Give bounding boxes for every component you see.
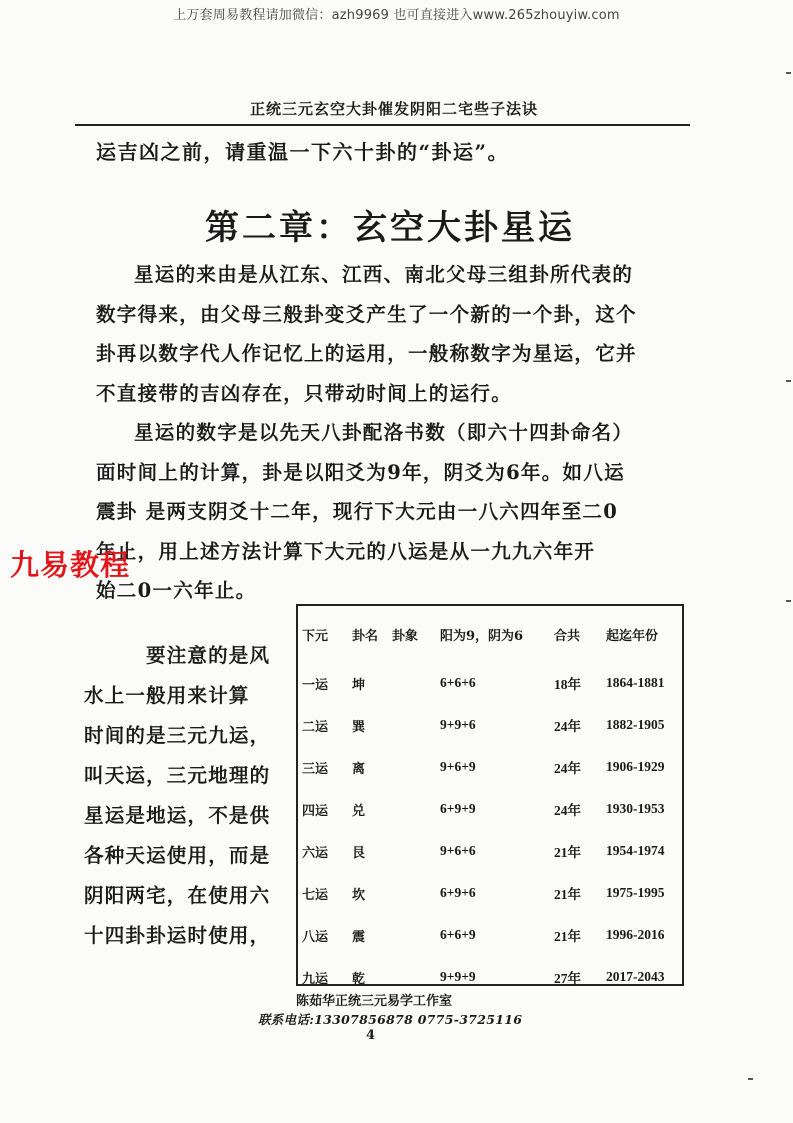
table-cell: 兑 bbox=[352, 803, 366, 819]
table-cell bbox=[388, 662, 436, 704]
table-cell: 21年 bbox=[554, 845, 581, 860]
scan-edge-mark bbox=[748, 1078, 753, 1080]
col-header: 合共 bbox=[554, 628, 581, 644]
table-row bbox=[298, 788, 682, 830]
table-row bbox=[298, 746, 682, 788]
table-cell: 六运 bbox=[302, 845, 329, 861]
table-cell: 艮 bbox=[352, 845, 366, 861]
side-text-line: 叫天运，三元地理的 bbox=[84, 764, 271, 787]
table-cell: 九运 bbox=[302, 971, 329, 987]
top-watermark: 上万套周易教程请加微信：azh9969 也可直接进入www.265zhouyiw.com bbox=[173, 8, 620, 23]
table-cell: 七运 bbox=[302, 887, 329, 903]
table-cell: 四运 bbox=[302, 803, 329, 819]
table-header-row bbox=[298, 606, 682, 662]
table-row bbox=[298, 704, 682, 746]
table-cell: 震 bbox=[352, 929, 366, 945]
table-row bbox=[298, 662, 682, 704]
table-cell: 离 bbox=[352, 761, 366, 777]
footer-studio: 陈茹华正统三元易学工作室 bbox=[296, 994, 453, 1009]
running-head: 正统三元玄空大卦催发阴阳二宅些子法诀 bbox=[250, 100, 539, 118]
table-cell: 6+9+6 bbox=[440, 885, 476, 900]
table-cell: 2017-2043 bbox=[606, 969, 665, 984]
side-text bbox=[84, 636, 294, 956]
table-cell: 9+9+6 bbox=[440, 717, 476, 732]
paragraph-line: 卦再以数字代人作记忆上的运用，一般称数字为星运，它并 bbox=[96, 342, 637, 365]
table-cell bbox=[388, 914, 436, 956]
intro-line: 运吉凶之前，请重温一下六十卦的“卦运”。 bbox=[96, 140, 510, 164]
col-header: 下元 bbox=[302, 628, 329, 644]
table-cell: 6+6+6 bbox=[440, 675, 476, 690]
page-number: 4 bbox=[366, 1028, 376, 1043]
table-cell: 9+6+9 bbox=[440, 759, 476, 774]
side-text-line: 要注意的是风 bbox=[146, 644, 271, 667]
paragraph-line: 不直接带的吉凶存在，只带动时间上的运行。 bbox=[96, 381, 513, 405]
col-header: 起迄年份 bbox=[606, 628, 659, 644]
col-header: 卦象 bbox=[392, 628, 419, 644]
scan-edge-mark bbox=[786, 380, 791, 382]
footer-phone: 联系电话:13307856878 0775-3725116 bbox=[258, 1012, 523, 1027]
table-cell: 乾 bbox=[352, 971, 366, 987]
table-cell: 24年 bbox=[554, 719, 581, 734]
paragraph-line: 星运的来由是从江东、江西、南北父母三组卦所代表的 bbox=[134, 263, 634, 286]
table-cell: 坎 bbox=[352, 887, 366, 903]
table-row bbox=[298, 914, 682, 956]
side-text-line: 各种天运使用，而是 bbox=[84, 844, 271, 867]
col-header: 阳为9，阴为6 bbox=[440, 628, 524, 644]
table-cell: 6+9+9 bbox=[440, 801, 476, 816]
paragraph-line: 面时间上的计算，卦是以阳爻为9年，阴爻为6年。如八运 bbox=[96, 460, 625, 484]
table-cell: 坤 bbox=[352, 677, 366, 693]
table-cell: 八运 bbox=[302, 929, 329, 945]
col-header: 卦名 bbox=[352, 628, 379, 644]
paragraph-line: 震卦 是两支阴爻十二年，现行下大元由一八六四年至二0 bbox=[96, 500, 619, 523]
yun-table bbox=[298, 606, 682, 998]
table-cell: 1930-1953 bbox=[606, 801, 665, 816]
body-paragraphs bbox=[96, 255, 696, 611]
side-text-line: 阴阳两宅，在使用六 bbox=[84, 884, 271, 907]
table-cell: 1906-1929 bbox=[606, 759, 665, 774]
paragraph-line: 数字得来，由父母三般卦变爻产生了一个新的一个卦，这个 bbox=[96, 302, 637, 326]
table-cell: 21年 bbox=[554, 929, 581, 944]
table-cell: 9+6+6 bbox=[440, 843, 476, 858]
table-cell: 18年 bbox=[554, 677, 581, 692]
table-cell: 1954-1974 bbox=[606, 843, 665, 858]
table-cell bbox=[388, 746, 436, 788]
side-text-line: 十四卦卦运时使用， bbox=[84, 924, 271, 947]
paragraph-line: 星运的数字是以先天八卦配洛书数（即六十四卦命名） bbox=[134, 421, 634, 444]
star-cycle-table bbox=[296, 604, 684, 986]
table-cell: 三运 bbox=[302, 761, 329, 777]
table-cell: 24年 bbox=[554, 803, 581, 818]
table-cell: 27年 bbox=[554, 971, 581, 986]
paragraph-line: 始二0一六年止。 bbox=[96, 579, 257, 602]
side-text-line: 时间的是三元九运， bbox=[84, 724, 271, 747]
side-text-line: 星运是地运，不是供 bbox=[84, 804, 271, 827]
table-cell: 24年 bbox=[554, 761, 581, 776]
scan-edge-mark bbox=[786, 72, 791, 74]
scan-edge-mark bbox=[786, 600, 791, 602]
table-row bbox=[298, 872, 682, 914]
table-cell: 二运 bbox=[302, 719, 329, 735]
table-cell: 1864-1881 bbox=[606, 675, 665, 690]
paragraph-line: 年止，用上述方法计算下大元的八运是从一九九六年开 bbox=[96, 539, 596, 563]
table-cell: 21年 bbox=[554, 887, 581, 902]
table-cell: 1996-2016 bbox=[606, 927, 665, 942]
side-text-line: 水上一般用来计算 bbox=[84, 684, 250, 707]
table-cell bbox=[388, 704, 436, 746]
table-cell: 巽 bbox=[352, 719, 366, 735]
table-row bbox=[298, 830, 682, 872]
table-cell bbox=[388, 788, 436, 830]
table-cell: 1975-1995 bbox=[606, 885, 665, 900]
brand-overlay: 九易教程 bbox=[10, 548, 131, 582]
table-cell: 6+6+9 bbox=[440, 927, 476, 942]
table-cell: 9+9+9 bbox=[440, 969, 476, 984]
table-cell bbox=[388, 830, 436, 872]
table-cell bbox=[388, 872, 436, 914]
header-rule bbox=[75, 124, 690, 126]
table-cell: 1882-1905 bbox=[606, 717, 665, 732]
table-cell: 一运 bbox=[302, 677, 329, 693]
chapter-title: 第二章：玄空大卦星运 bbox=[205, 208, 575, 248]
